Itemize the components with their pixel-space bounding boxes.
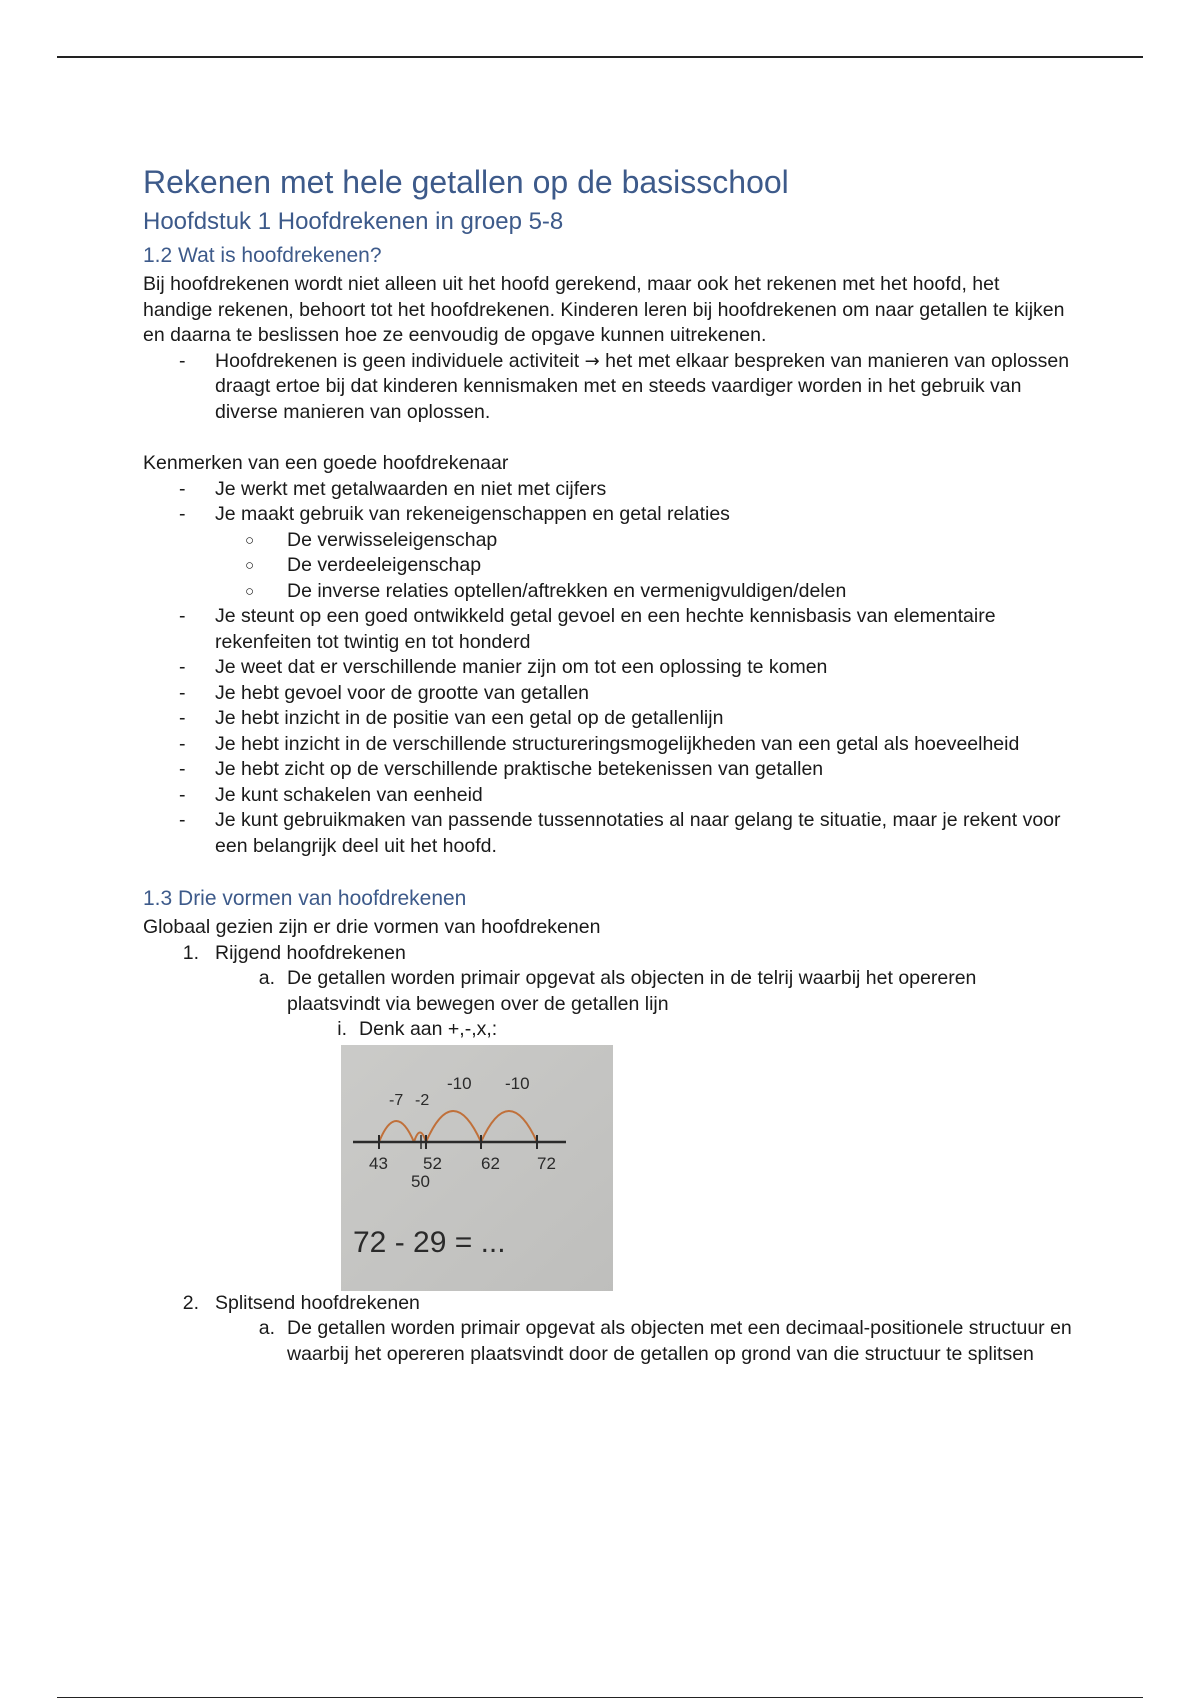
list-item [143, 757, 1073, 783]
list-item-text: Je maakt gebruik van rekeneigenschappen en getal relaties [215, 503, 730, 525]
letter-list [215, 1316, 1073, 1367]
list-marker: 2. [182, 1291, 199, 1314]
circle-bullet-icon: ○ [245, 582, 255, 600]
list-item-text: Je hebt inzicht in de positie van een getal op de getallenlijn [215, 707, 724, 729]
circle-bullet-icon: ○ [245, 557, 255, 574]
letter-item [215, 966, 1073, 1291]
tick-label: 50 [411, 1171, 430, 1191]
list-item [143, 502, 1073, 604]
list-item [143, 808, 1073, 859]
section-heading-1-2: 1.2 Wat is hoofdrekenen? [143, 244, 382, 267]
kenmerken-heading: Kenmerken van een goede hoofdrekenaar [143, 452, 509, 474]
list-marker: a. [258, 967, 275, 989]
list-item-text: Hoofdrekenen is geen individuele activiteit [215, 349, 580, 372]
numbered-item [143, 941, 1073, 1291]
list-item [143, 783, 1073, 809]
numbered-item [143, 1291, 1073, 1368]
roman-item-text: Denk aan +,-,x,: [359, 1018, 498, 1040]
bottom-rule [57, 1697, 1143, 1698]
list-marker: i. [337, 1018, 347, 1040]
kenmerken-list [143, 477, 1073, 860]
document-body [143, 162, 1073, 1367]
list-item-text: Je hebt gevoel voor de grootte van getallen [215, 681, 590, 704]
sub-list-item [215, 528, 1073, 554]
sub-list-item [215, 579, 1073, 605]
list-item-text: het met elkaar bespreken van manieren van oplossen draagt ertoe bij dat kinderen kennismaken met en steeds vaardiger worden in het gebruik van diverse manieren van oplossen. [215, 349, 1070, 423]
numbered-list [143, 941, 1073, 1368]
sub-item-text: De verdeeleigenschap [287, 554, 482, 576]
bullet-dash: - [179, 809, 186, 831]
section-heading-1-3: 1.3 Drie vormen van hoofdrekenen [143, 887, 467, 910]
bullet-dash: - [179, 783, 186, 806]
list-item [143, 655, 1073, 681]
jump-label: -10 [447, 1073, 472, 1093]
bullet-dash: - [179, 656, 186, 678]
bullet-dash: - [179, 605, 186, 627]
list-item-text: Je kunt gebruikmaken van passende tussennotaties al naar gelang te situatie, maar je rekent voor een belangrijk deel uit het hoofd. [215, 809, 1061, 857]
tick-label: 43 [369, 1153, 388, 1173]
letter-item-text: De getallen worden primair opgevat als objecten in de telrij waarbij het opereren plaatsvindt via bewegen over de getallen lijn [287, 967, 977, 1015]
list-item [143, 477, 1073, 503]
sub-list [215, 528, 1073, 605]
section-intro: Globaal gezien zijn er drie vormen van hoofdrekenen [143, 916, 601, 938]
sub-item-text: De inverse relaties optellen/aftrekken en vermenigvuldigen/delen [287, 579, 847, 602]
list-item [143, 349, 1073, 426]
tick-label: 72 [537, 1153, 556, 1173]
jump-label: -7 [389, 1091, 404, 1109]
roman-list [287, 1017, 1073, 1291]
list-item [143, 732, 1073, 758]
bullet-dash: - [179, 732, 186, 755]
list-item [143, 706, 1073, 732]
roman-item [287, 1017, 1073, 1291]
document-title: Rekenen met hele getallen op de basisschool [143, 164, 789, 200]
numbered-item-label: Splitsend hoofdrekenen [215, 1291, 420, 1314]
bullet-dash: - [179, 503, 186, 525]
list-marker: a. [258, 1317, 275, 1339]
bullet-dash: - [179, 707, 186, 729]
section-paragraph: Bij hoofdrekenen wordt niet alleen uit het hoofd gerekend, maar ook het rekenen met het hoofd, het handige rekenen, behoort tot het hoofdrekenen. Kinderen leren bij hoofdrekenen om naar getallen te kijken en daarna te beslissen hoe ze eenvoudig de opgave kunnen uitrekenen. [143, 273, 1065, 346]
tick-label: 52 [423, 1153, 442, 1173]
circle-bullet-icon: ○ [245, 531, 255, 549]
list-item-text: Je kunt schakelen van eenheid [215, 783, 483, 806]
list-item [143, 681, 1073, 707]
jump-label: -10 [505, 1073, 530, 1093]
list-item-text: Je hebt zicht op de verschillende praktische betekenissen van getallen [215, 758, 824, 780]
sub-item-text: De verwisseleigenschap [287, 528, 498, 551]
bullet-dash: - [179, 477, 186, 500]
number-line-photo [341, 1045, 613, 1291]
list-item-text: Je steunt op een goed ontwikkeld getal gevoel en een hechte kennisbasis van elementaire rekenfeiten tot twintig en tot honderd [215, 605, 996, 653]
list-item-text: Je hebt inzicht in de verschillende structureringsmogelijkheden van een getal als hoeveelheid [215, 732, 1020, 755]
numbered-item-label: Rijgend hoofdrekenen [215, 941, 406, 964]
letter-item [215, 1316, 1073, 1367]
bullet-dash: - [179, 681, 186, 704]
sub-list-item [215, 553, 1073, 579]
letter-item-text: De getallen worden primair opgevat als objecten met een decimaal-positionele structuur en waarbij het opereren plaatsvindt door de getallen op grond van die structuur te splitsen [287, 1317, 1072, 1365]
jump-label: -2 [415, 1091, 430, 1109]
list-item [143, 604, 1073, 655]
tick-label: 62 [481, 1153, 500, 1173]
top-rule [57, 56, 1143, 58]
chapter-heading: Hoofdstuk 1 Hoofdrekenen in groep 5-8 [143, 208, 564, 235]
bullet-dash: - [179, 349, 186, 372]
equation-label: 72 - 29 = ... [353, 1225, 506, 1259]
bullet-list [143, 349, 1073, 426]
bullet-dash: - [179, 758, 186, 780]
letter-list [215, 966, 1073, 1291]
list-marker: 1. [182, 941, 199, 964]
list-item-text: Je weet dat er verschillende manier zijn om tot een oplossing te komen [215, 656, 828, 678]
list-item-text: Je werkt met getalwaarden en niet met cijfers [215, 477, 607, 500]
arrow-icon: → [584, 350, 600, 372]
